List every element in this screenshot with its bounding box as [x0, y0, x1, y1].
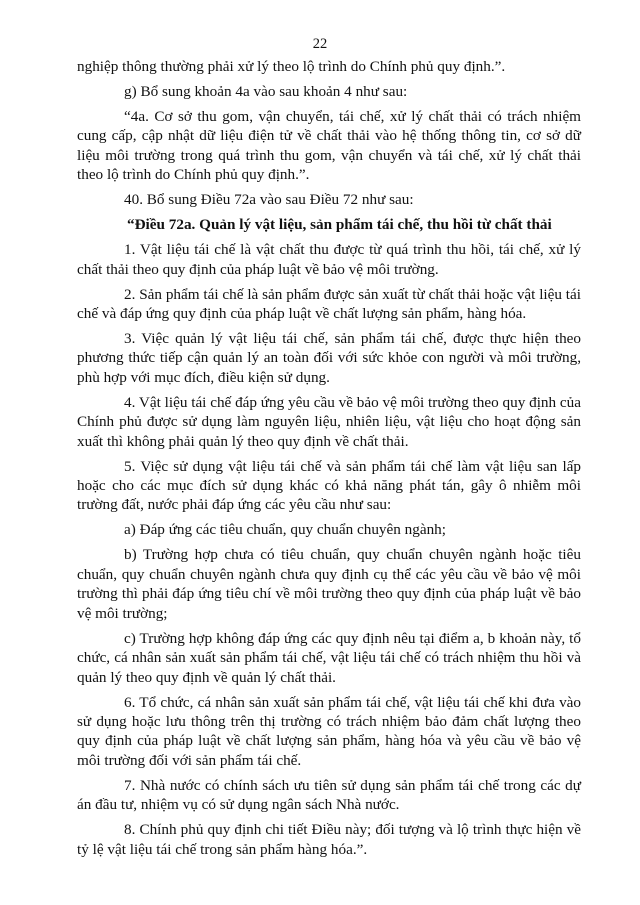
paragraph-clause-7: 7. Nhà nước có chính sách ưu tiên sử dụng sản phẩm tái chế trong các dự án đầu tư, nhiệm vụ có sử dụng ngân sách Nhà nước. — [77, 776, 581, 814]
paragraph-clause-4a: “4a. Cơ sở thu gom, vận chuyển, tái chế, xử lý chất thải có trách nhiệm cung cấp, cập nhật dữ liệu điện tử về chất thải vào hệ thống thông tin, cơ sở dữ liệu môi trường trong quá trình thu gom, vận chuyển và tái chế, xử lý chất thải theo lộ trình do Chính phủ quy định.”. — [77, 108, 581, 184]
paragraph-clause-1: 1. Vật liệu tái chế là vật chất thu được từ quá trình thu hồi, tái chế, xử lý chất thải theo quy định của pháp luật về bảo vệ môi trường. — [77, 241, 581, 278]
paragraph-item-40: 40. Bổ sung Điều 72a vào sau Điều 72 như sau: — [124, 191, 414, 209]
paragraph-clause-8: 8. Chính phủ quy định chi tiết Điều này; đối tượng và lộ trình thực hiện về tỷ lệ vật liệu tái chế trong sản phẩm hàng hóa.”. — [77, 821, 581, 858]
paragraph-point-b: b) Trường hợp chưa có tiêu chuẩn, quy chuẩn chuyên ngành hoặc tiêu chuẩn, quy chuẩn chuyên ngành chưa quy định cụ thể các yêu cầu về bảo vệ môi trường thì phải đáp ứng tiêu chí về môi trường theo quy định của pháp luật về bảo vệ môi trường; — [77, 546, 581, 622]
paragraph-point-c: c) Trường hợp không đáp ứng các quy định nêu tại điểm a, b khoản này, tổ chức, cá nhân sản xuất sản phẩm tái chế, vật liệu tái chế có trách nhiệm thu hồi và quản lý theo quy định về quản lý chất thải. — [77, 629, 581, 686]
paragraph-clause-5: 5. Việc sử dụng vật liệu tái chế và sản phẩm tái chế làm vật liệu san lấp hoặc cho các mục đích sử dụng khác có khả năng phát tán, gây ô nhiễm môi trường đất, nước phải đáp ứng các yêu cầu như sau: — [77, 457, 581, 514]
paragraph-point-a: a) Đáp ứng các tiêu chuẩn, quy chuẩn chuyên ngành; — [124, 521, 446, 539]
paragraph-amendment-g: g) Bổ sung khoản 4a vào sau khoản 4 như sau: — [124, 83, 408, 100]
paragraph-continuation: nghiệp thông thường phải xử lý theo lộ trình do Chính phủ quy định.”. — [77, 58, 506, 75]
paragraph-clause-4: 4. Vật liệu tái chế đáp ứng yêu cầu về bảo vệ môi trường theo quy định của Chính phủ được sử dụng làm nguyên liệu, nhiên liệu, vật liệu cho hoạt động sản xuất thì không phải quản lý theo quy định về chất thải. — [77, 393, 581, 450]
page-number: 22 — [312, 36, 328, 52]
article-72a-heading: “Điều 72a. Quản lý vật liệu, sản phẩm tái chế, thu hồi từ chất thải — [127, 216, 552, 234]
document-body — [77, 57, 581, 865]
paragraph-clause-6: 6. Tổ chức, cá nhân sản xuất sản phẩm tái chế, vật liệu tái chế khi đưa vào sử dụng hoặc lưu thông trên thị trường có trách nhiệm bảo đảm chất lượng theo quy định của pháp luật về chất lượng sản phẩm, hàng hóa và yêu cầu về bảo vệ môi trường đối với sản phẩm tái chế. — [77, 693, 581, 769]
paragraph-clause-2: 2. Sản phẩm tái chế là sản phẩm được sản xuất từ chất thải hoặc vật liệu tái chế và đáp ứng quy định của pháp luật về chất lượng sản phẩm, hàng hóa. — [77, 285, 581, 323]
paragraph-clause-3: 3. Việc quản lý vật liệu tái chế, sản phẩm tái chế, được thực hiện theo phương thức tiếp cận quản lý an toàn đối với sức khỏe con người và môi trường, phù hợp với mục đích, điều kiện sử dụng. — [77, 330, 581, 386]
